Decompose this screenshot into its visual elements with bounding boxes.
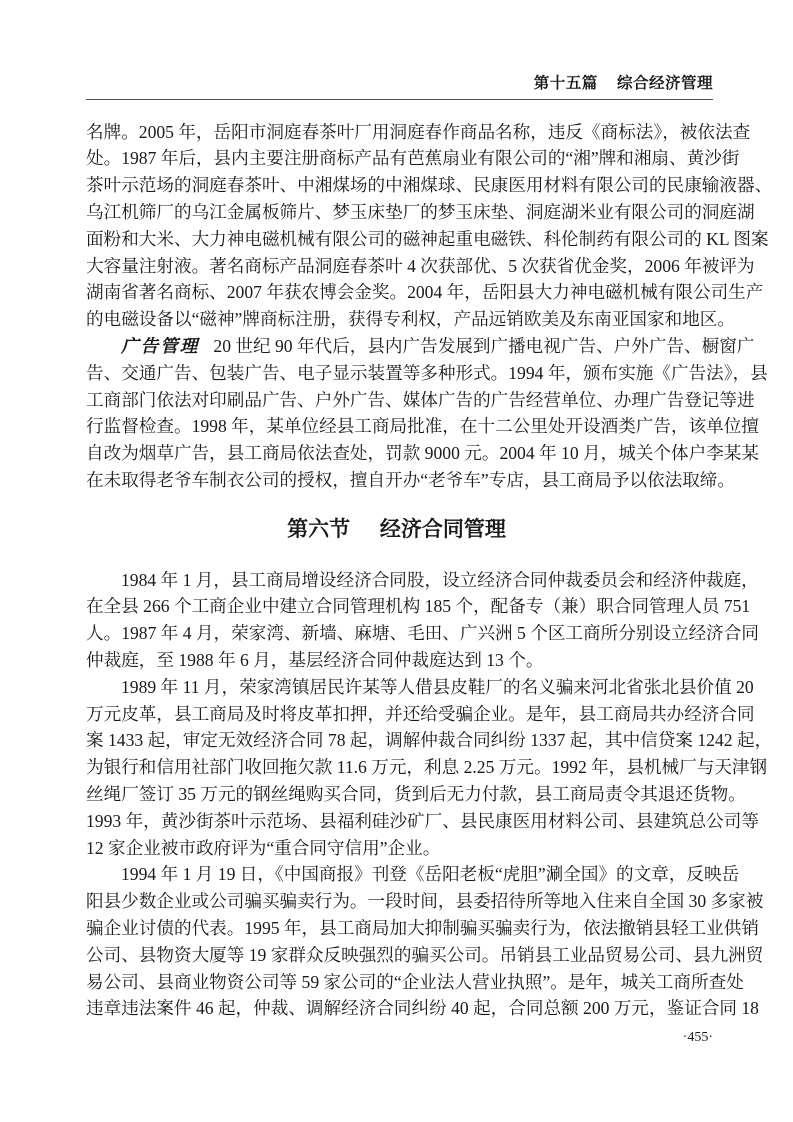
text-line [86,199,755,226]
text-line [86,701,755,728]
line-text: 行监督检查。1998 年，某单位经县工商局批准，在十二公里处开设酒类广告，该单位擅 [86,416,759,437]
running-header [534,71,713,93]
paragraph [86,861,764,1022]
section-one-body [86,119,773,494]
text-line [86,754,768,781]
text-line [86,119,751,146]
header-part: 第十五篇 [533,75,598,92]
line-text: 仲裁庭，至 1988 年 6 月，基层经济合同仲裁庭达到 13 个。 [86,649,544,670]
line-text: 12 家企业被市政府评为“重合同守信用”企业。 [86,837,441,858]
line-text: 乌江机筛厂的乌江金属板筛片、梦玉床垫厂的梦玉床垫、洞庭湖米业有限公司的洞庭湖 [86,201,755,222]
header-rule [86,99,713,100]
section-number: 第六节 [287,518,351,541]
text-line [86,387,755,414]
line-text: 违章违法案件 46 起，仲裁、调解经济合同纠纷 40 起，合同总额 200 万元，鉴证合同 18 [86,998,759,1019]
text-line [86,172,773,199]
line-text: 处。1987 年后，县内主要注册商标产品有芭蕉扇业有限公司的“湘”牌和湘扇、黄沙街 [86,148,740,169]
line-text: 公司、县物资大厦等 19 家群众反映强烈的骗买公司。吊销县工业品贸易公司、县九洲贸 [86,944,764,965]
line-text: 阳县少数企业或公司骗买骗卖行为。一段时间，县委招待所等地入住来自全国 30 多家被 [86,891,764,912]
line-text: 万元皮革，县工商局及时将皮革扣押，并还给受骗企业。是年，县工商局共办经济合同 [86,703,755,724]
line-text: 为银行和信用社部门收回拖欠款 11.6 万元，利息 2.25 万元。1992 年，县机械厂与天津钢 [86,757,768,778]
line-text: 茶叶示范场的洞庭春茶叶、中湘煤场的中湘煤球、民康医用材料有限公司的民康输液器、 [86,175,773,196]
text-line [86,861,740,888]
text-line [86,647,713,674]
paragraph [86,119,773,333]
line-text: 人。1987 年 4 月，荣家湾、新墙、麻塘、毛田、广兴洲 5 个区工商所分别设立经济合同 [86,623,759,644]
text-line [86,253,755,280]
line-text: 易公司、县商业物资公司等 59 家公司的“企业法人营业执照”。是年，城关工商所查处 [86,971,744,992]
line-text: 的电磁设备以“磁神”牌商标注册，获得专利权，产品远销欧美及东南亚国家和地区。 [86,309,735,330]
text-line [86,915,759,942]
text-line [86,808,759,835]
text-line [86,888,764,915]
line-text: 骗企业讨债的代表。1995 年，县工商局加大抑制骗买骗卖行为，依法撤销县轻工业供销 [86,917,759,938]
text-line [86,360,768,387]
text-line [86,942,764,969]
line-text: 工商部门依法对印刷品广告、户外广告、媒体广告的广告经营单位、办理广告登记等进 [86,389,755,410]
text-line [86,226,769,253]
text-line [86,279,764,306]
text-line [86,674,754,701]
text-line [86,567,759,594]
text-line [86,306,735,333]
text-line [86,995,759,1022]
section-two-body [86,567,773,1023]
line-text: 1984 年 1 月，县工商局增设经济合同股，设立经济合同仲裁委员会和经济仲裁庭， [121,569,759,590]
line-text: 面粉和大米、大力神电磁机械有限公司的磁神起重电磁铁、科伦制药有限公司的 KL 图案 [86,228,769,249]
text-line [86,620,759,647]
text-line [86,593,751,620]
line-text: 湖南省著名商标、2007 年获农博会金奖。2004 年，岳阳县大力神电磁机械有限公司生产 [86,282,764,303]
line-text: 丝绳厂签订 35 万元的钢丝绳购买合同，货到后无力付款，县工商局责令其退还货物。 [86,783,746,804]
line-text: 案 1433 起，审定无效经济合同 78 起，调解仲裁合同纠纷 1337 起，其中信贷案 1242 起， [86,730,773,751]
text-line [86,727,773,754]
paragraph [86,333,768,494]
text-line [86,413,759,440]
text-line [86,835,713,862]
header-title: 综合经济管理 [616,75,713,92]
text-line [86,333,755,360]
line-text: 1993 年，黄沙街茶叶示范场、县福利硅沙矿厂、县民康医用材料公司、县建筑总公司等 [86,810,759,831]
text-line [86,440,759,467]
text-line [86,781,746,808]
page-number: ·455· [682,1030,713,1045]
line-text: 在未取得老爷车制衣公司的授权，擅自开办“老爷车”专店，县工商局予以依法取缔。 [86,469,735,490]
paragraph [86,567,759,674]
text-line [86,145,740,172]
section-heading [0,513,793,543]
line-text: 自改为烟草广告，县工商局依法查处，罚款 9000 元。2004 年 10 月，城关个体户李某某 [86,443,759,464]
line-text: 20 世纪 90 年代后，县内广告发展到广播电视广告、户外广告、橱窗广 [213,335,755,356]
line-text: 名牌。2005 年，岳阳市洞庭春茶叶厂用洞庭春作商品名称，违反《商标法》，被依法查 [86,121,751,142]
paragraph-label: 广告管理 [121,335,200,356]
line-text: 大容量注射液。著名商标产品洞庭春茶叶 4 次获部优、5 次获省优金奖，2006 年被评为 [86,255,755,276]
line-text: 1989 年 11 月，荣家湾镇居民许某等人借县皮鞋厂的名义骗来河北省张北县价值 20 [121,676,754,697]
section-name: 经济合同管理 [379,518,506,541]
line-text: 告、交通广告、包装广告、电子显示装置等多种形式。1994 年，颁布实施《广告法》，县 [86,362,768,383]
line-text: 1994 年 1 月 19 日，《中国商报》刊登《岳阳老板“虎胆”涮全国》的文章，反映岳 [121,864,740,885]
text-line [86,969,744,996]
line-text: 在全县 266 个工商企业中建立合同管理机构 185 个，配备专（兼）职合同管理人员 751 [86,596,751,617]
paragraph [86,674,773,862]
text-line [86,467,735,494]
